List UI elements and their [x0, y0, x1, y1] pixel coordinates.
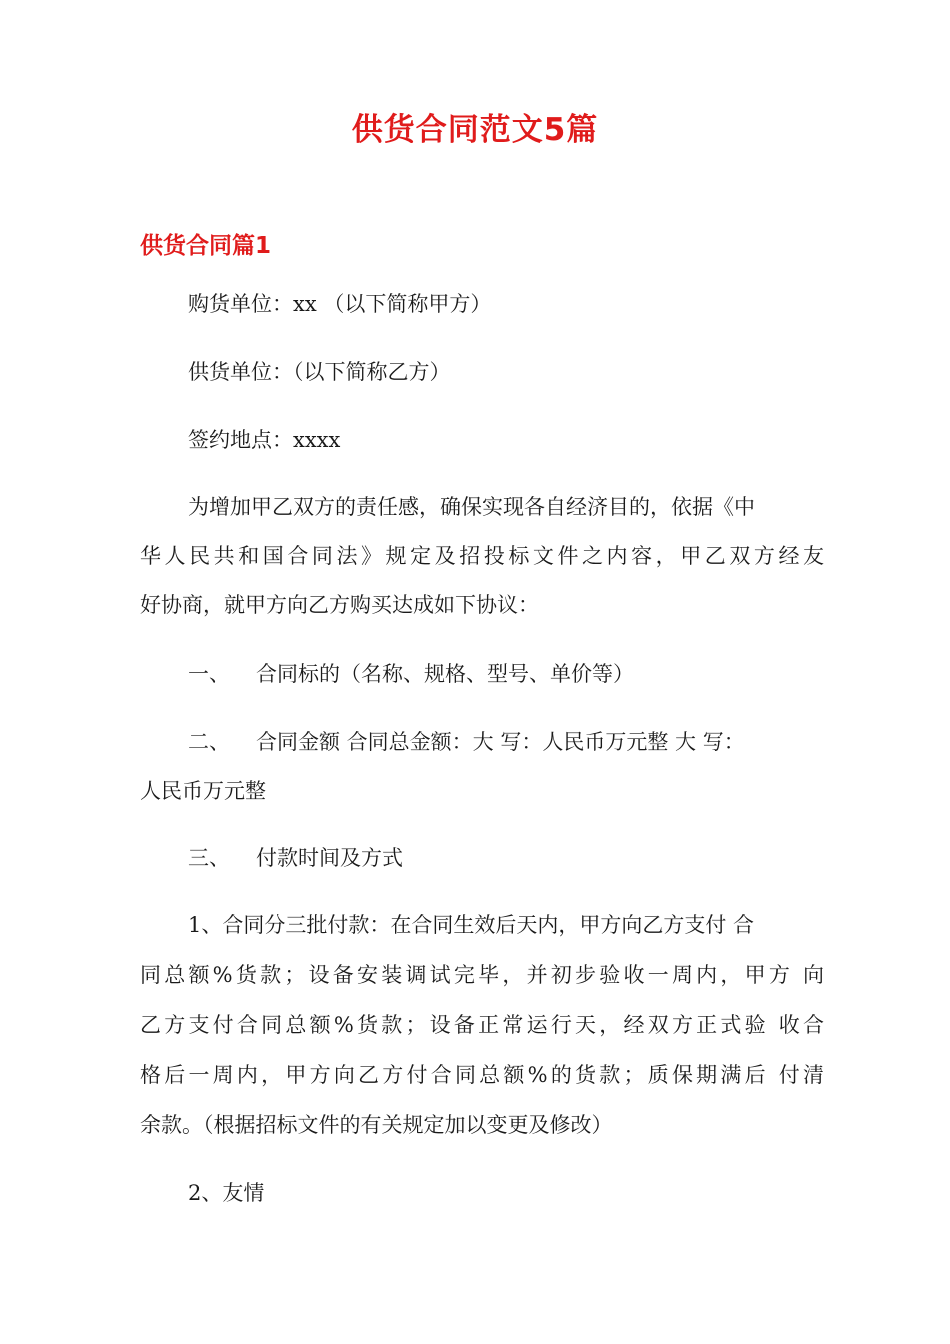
clause-continuation: 人民币万元整 — [140, 779, 266, 803]
payment-line: 同总额%货款；设备安装调试完毕，并初步验收一周内，甲方 向 — [140, 963, 824, 987]
section-heading: 供货合同篇1 — [140, 233, 272, 259]
intro-line: 好协商，就甲方向乙方购买达成如下协议： — [140, 593, 539, 617]
clause-number: 二、 — [188, 730, 230, 754]
clause-number: 一、 — [188, 662, 230, 686]
payment-line: 1、合同分三批付款：在合同生效后天内，甲方向乙方支付 合 — [188, 913, 755, 937]
payment-line: 格后一周内，甲方向乙方付合同总额%的货款；质保期满后 付清 — [140, 1063, 824, 1087]
clause-item — [188, 648, 634, 700]
document-title: 供货合同范文5篇 — [351, 112, 599, 148]
buyer-line: 购货单位：xx （以下简称甲方） — [188, 292, 492, 316]
payment-line: 乙方支付合同总额%货款；设备正常运行天，经双方正式验 收合 — [140, 1013, 824, 1037]
clause-item — [188, 832, 403, 884]
supplier-line: 供货单位：（以下简称乙方） — [188, 360, 451, 384]
clause-text: 合同标的（名称、规格、型号、单价等） — [256, 662, 634, 686]
clause-item: 2、友情 — [188, 1181, 265, 1205]
clause-text: 付款时间及方式 — [256, 846, 403, 870]
clause-text: 合同金额 合同总金额：大 写：人民币万元整 大 写： — [256, 730, 745, 754]
payment-line: 余款。（根据招标文件的有关规定加以变更及修改） — [140, 1113, 613, 1137]
intro-line: 华人民共和国合同法》规定及招投标文件之内容，甲乙双方经友 — [140, 544, 824, 568]
clause-number: 三、 — [188, 846, 230, 870]
intro-line: 为增加甲乙双方的责任感，确保实现各自经济目的，依据《中 — [188, 495, 755, 519]
signing-place-line: 签约地点：xxxx — [188, 428, 341, 452]
clause-item — [188, 716, 745, 768]
